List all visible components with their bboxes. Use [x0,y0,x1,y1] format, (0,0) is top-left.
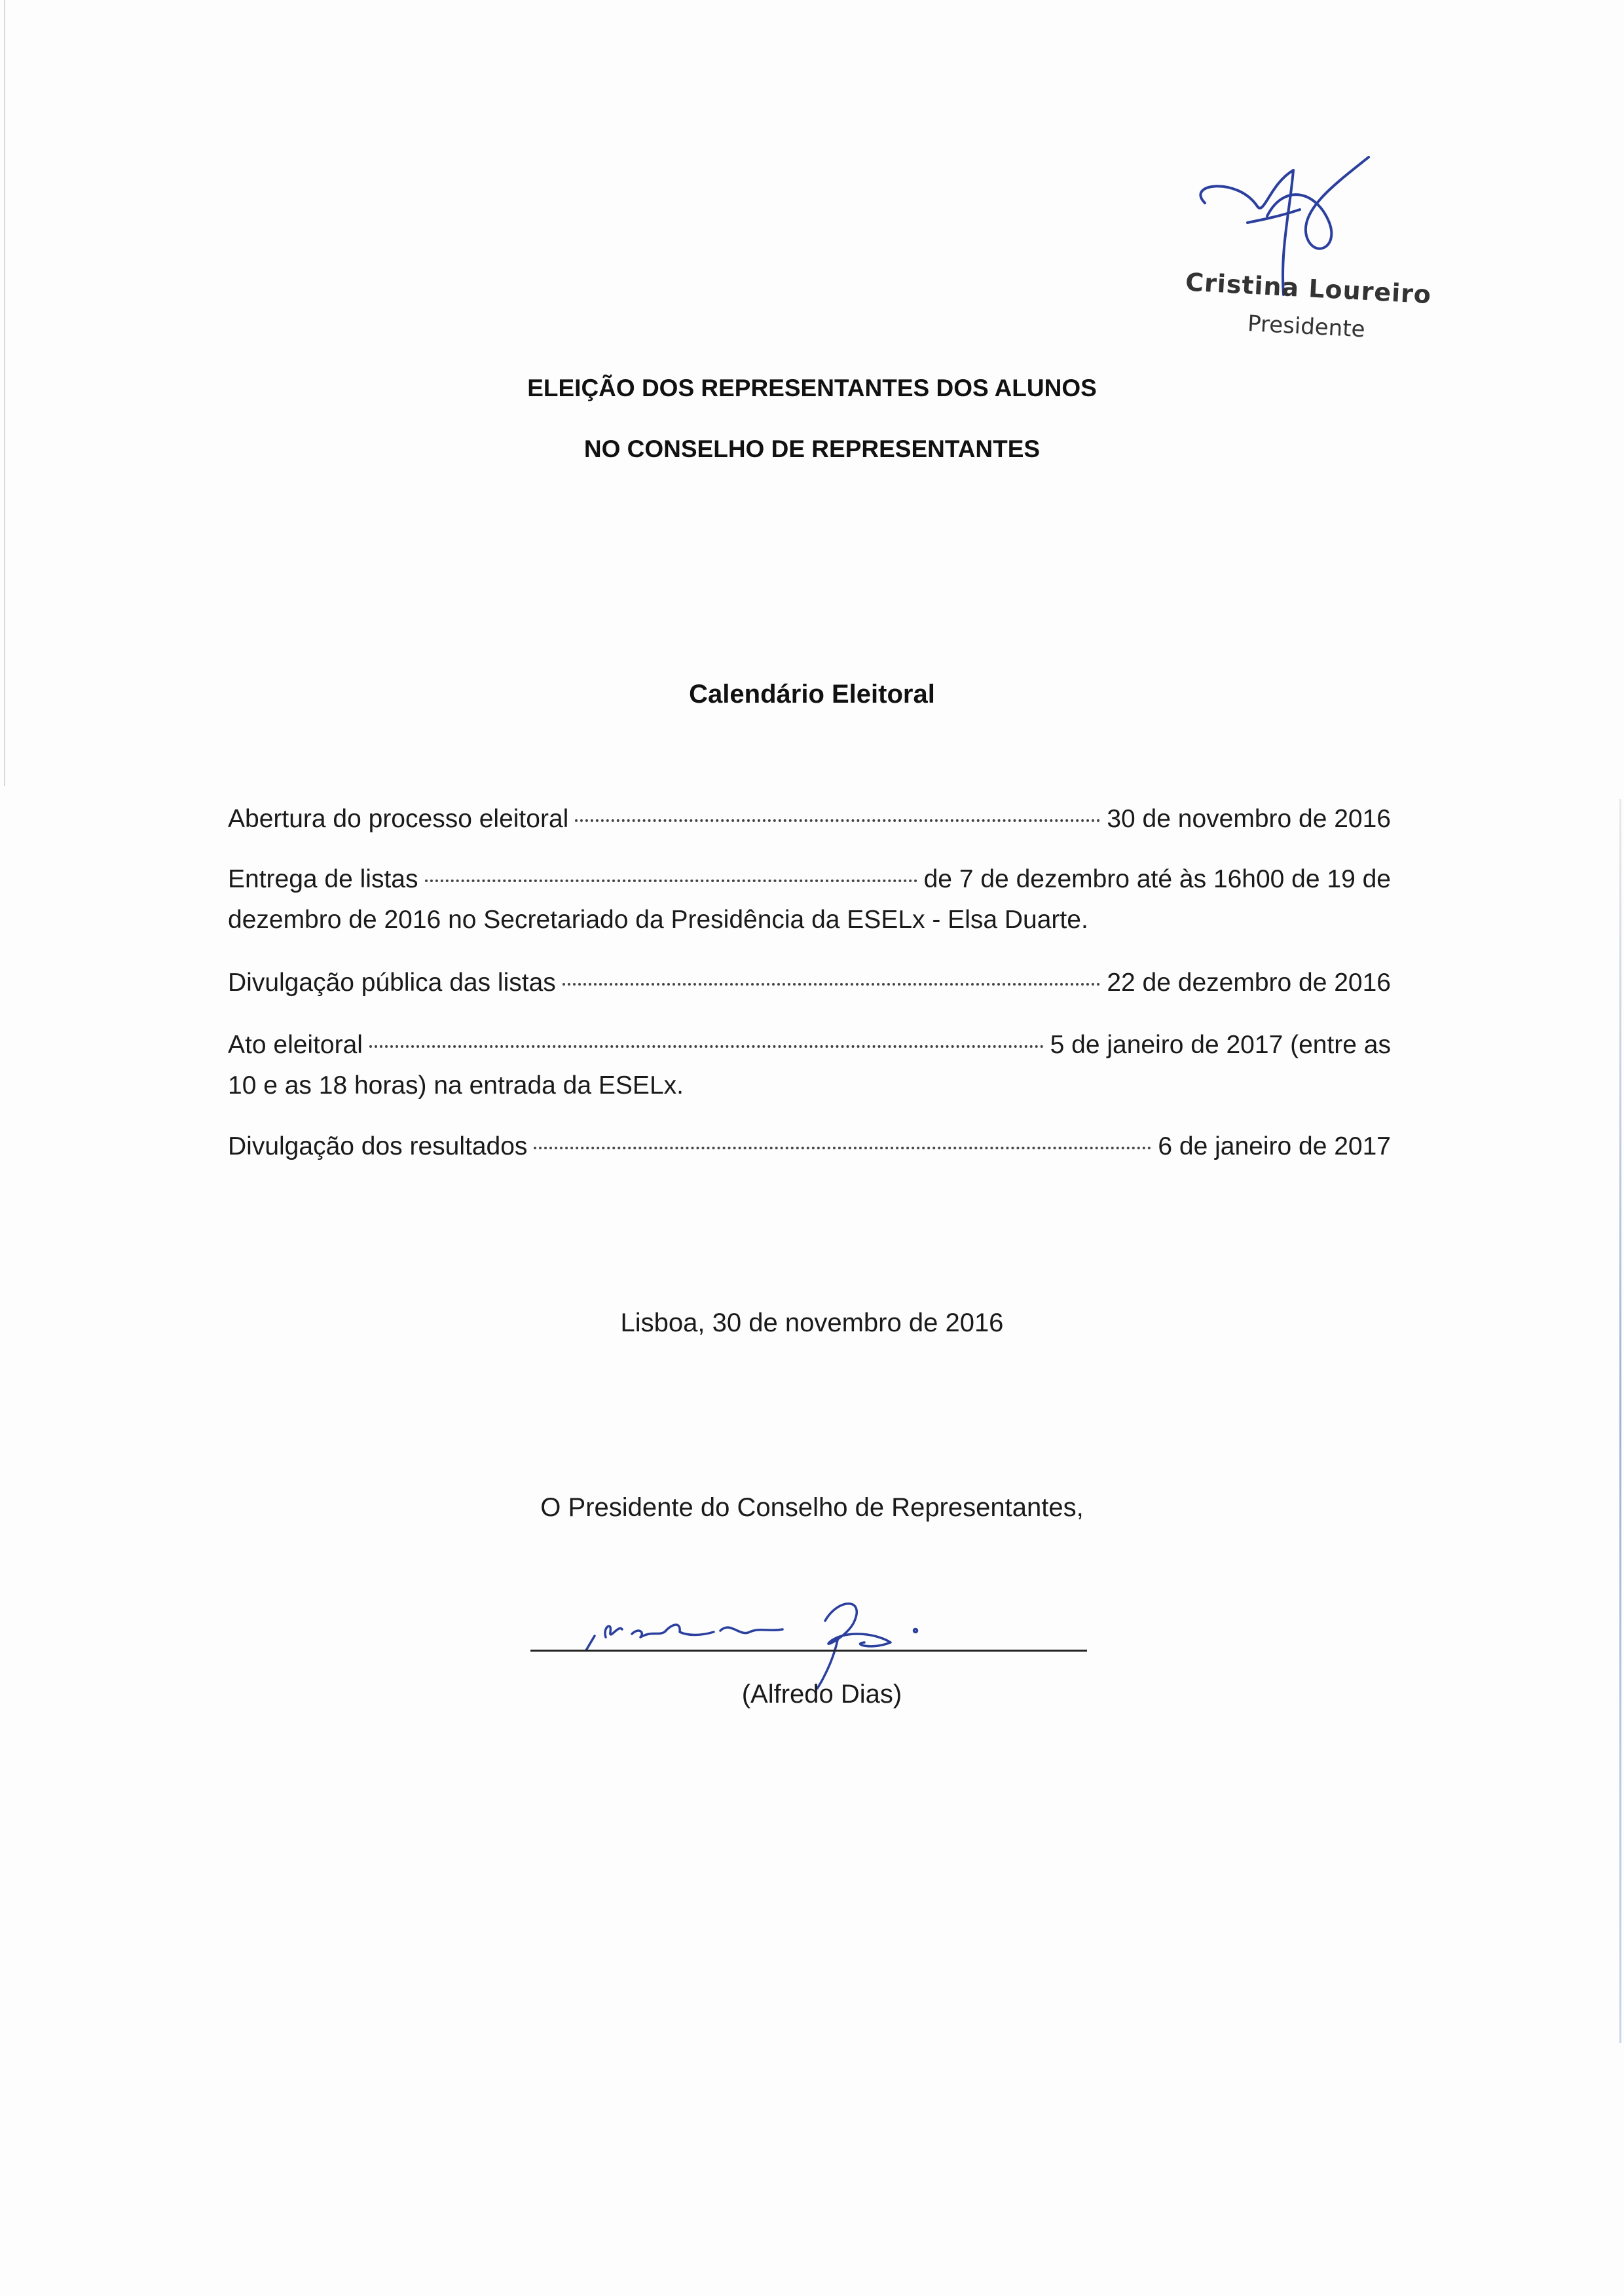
entry-value: 22 de dezembro de 2016 [1107,969,1391,997]
leader-dots [534,1147,1151,1149]
section-subtitle: Calendário Eleitoral [689,680,935,709]
approval-stamp [1166,144,1467,360]
leader-dots [369,1045,1044,1048]
calendar-entry-election-act [228,1025,1391,1106]
stamp-name: Cristina Loureiro [1185,267,1433,310]
leader-dots [563,983,1101,986]
place-and-date: Lisboa, 30 de novembro de 2016 [620,1308,1004,1337]
calendar-entry-lists-delivery [228,859,1391,940]
leader-dots [425,880,917,882]
stamp-role: Presidente [1247,310,1366,343]
entry-label: Ato eleitoral [228,1031,363,1059]
entry-label: Divulgação dos resultados [228,1132,528,1160]
entry-continuation: 10 e as 18 horas) na entrada da ESELx. [228,1071,684,1100]
calendar-entry-opening [228,799,1391,840]
closing-line: O Presidente do Conselho de Representantes, [540,1493,1084,1522]
calendar-entry-results [228,1126,1391,1167]
entry-label: Abertura do processo eleitoral [228,805,569,833]
signature-line [530,1650,1087,1652]
entry-value: 6 de janeiro de 2017 [1158,1132,1391,1160]
leader-dots [575,819,1100,822]
entry-value: 30 de novembro de 2016 [1107,805,1391,833]
entry-value: de 7 de dezembro até às 16h00 de 19 de [923,865,1391,893]
entry-continuation: dezembro de 2016 no Secretariado da Presidência da ESELx - Elsa Duarte. [228,906,1088,934]
document-title-line1: ELEIÇÃO DOS REPRESENTANTES DOS ALUNOS [527,375,1097,401]
entry-label: Divulgação pública das listas [228,969,556,997]
scan-edge-right [1619,799,1621,2043]
document-title-line2: NO CONSELHO DE REPRESENTANTES [583,435,1041,462]
entry-value: 5 de janeiro de 2017 (entre as [1050,1031,1391,1059]
entry-label: Entrega de listas [228,865,418,893]
signer-name: (Alfredo Dias) [741,1680,902,1709]
calendar-entry-lists-publication [228,963,1391,1003]
